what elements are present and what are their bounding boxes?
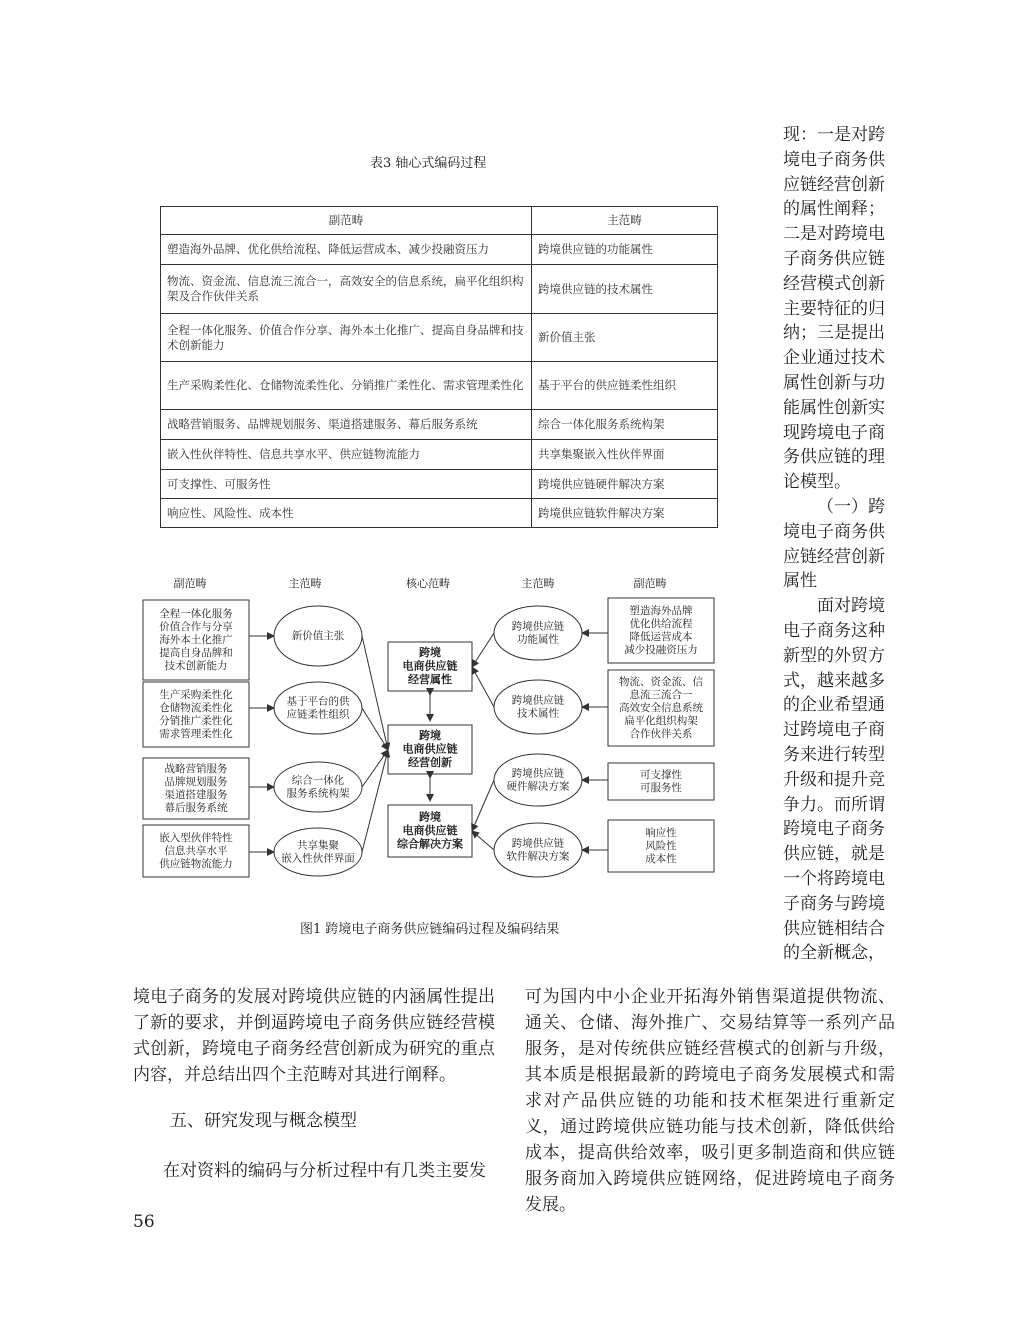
- subcategory-box-label: 渠道搭建服务: [164, 789, 228, 801]
- arrow: [472, 780, 494, 831]
- subcategory-box-label: 嵌入型伙伴特性: [159, 832, 233, 844]
- arrow: [362, 636, 388, 750]
- table-cell-sub: 全程一体化服务、价值合作分享、海外本土化推广、提高自身品牌和技术创新能力: [161, 314, 532, 362]
- coding-table: [160, 206, 718, 528]
- main-category-label: 硬件解决方案: [506, 780, 570, 793]
- subcategory-box-label: 减少投融资压力: [624, 644, 698, 656]
- figure-caption: 图1 跨境电子商务供应链编码过程及编码结果: [300, 922, 560, 937]
- table-cell-main: 基于平台的供应链柔性组织: [532, 362, 718, 410]
- subcategory-box-label: 幕后服务系统: [164, 802, 228, 814]
- table-row: [161, 265, 718, 314]
- table-cell-sub: 战略营销服务、品牌规划服务、渠道搭建服务、幕后服务系统: [161, 410, 532, 440]
- table-row: [161, 314, 718, 362]
- paragraph: 境电子商务的发展对跨境供应链的内涵属性提出了新的要求，并倒逼跨境电子商务供应链经营模式创新，跨境电子商务经营创新成为研究的重点内容，并总结出四个主范畴对其进行阐释。: [133, 987, 495, 1085]
- subcategory-box-label: 风险性: [645, 840, 677, 852]
- main-category-label: 跨境供应链: [511, 837, 565, 850]
- subcategory-box-label: 仓储物流柔性化: [159, 702, 233, 714]
- column-header: 核心范畴: [406, 577, 450, 590]
- core-category-label: 经营属性: [408, 673, 452, 686]
- body-right-paragraph: [525, 984, 895, 1218]
- core-category-label: 跨境: [419, 810, 441, 824]
- subcategory-box-label: 价值合作与分享: [159, 621, 233, 633]
- main-category-label: 新价值主张: [291, 630, 345, 642]
- subcategory-box-label: 塑造海外品牌: [629, 605, 693, 617]
- subcategory-box-label: 海外本土化推广: [159, 634, 233, 646]
- table-cell-main: 跨境供应链的功能属性: [532, 235, 718, 265]
- table-cell-sub: 生产采购柔性化、仓储物流柔性化、分销推广柔性化、需求管理柔性化: [161, 362, 532, 410]
- subcategory-box-label: 扁平化组织构架: [624, 715, 698, 727]
- main-category-label: 共享集聚: [297, 839, 339, 852]
- main-category-label: 综合一体化: [291, 774, 345, 787]
- main-category-label: 功能属性: [517, 633, 559, 646]
- subcategory-box-label: 信息共享水平: [164, 845, 228, 857]
- core-category-label: 电商供应链: [402, 824, 458, 837]
- table-header-main: 主范畴: [532, 207, 718, 235]
- subcategory-box-label: 降低运营成本: [629, 631, 693, 643]
- subcategory-box-label: 品牌规划服务: [164, 776, 228, 788]
- subcategory-box-label: 战略营销服务: [164, 763, 228, 775]
- table-cell-main: 跨境供应链硬件解决方案: [532, 470, 718, 499]
- column-header: 副范畴: [633, 577, 667, 590]
- main-category-label: 跨境供应链: [511, 767, 565, 780]
- body-left-paragraph: [133, 984, 495, 1088]
- table-header-row: [161, 207, 718, 235]
- coding-diagram: [140, 575, 720, 905]
- table-cell-sub: 响应性、风险性、成本性: [161, 499, 532, 528]
- subsection-heading: （一）跨境电子商务供应链经营创新属性: [783, 496, 885, 592]
- paragraph: 现：一是对跨境电子商务供应链经营创新的属性阐释；二是对跨境电子商务供应链经营模式创新主要特征的归纳；三是提出企业通过技术属性创新与功能属性创新实现跨境电子商务供应链的理论模型。: [783, 125, 885, 493]
- column-header: 副范畴: [173, 577, 207, 590]
- table-cell-sub: 物流、资金流、信息流三流合一，高效安全的信息系统，扁平化组织构架及合作伙伴关系: [161, 265, 532, 314]
- page-number: 56: [133, 1212, 155, 1232]
- main-category-label: 嵌入性伙伴界面: [281, 852, 355, 865]
- subcategory-box-label: 合作伙伴关系: [629, 728, 693, 740]
- column-header: 主范畴: [521, 577, 555, 590]
- main-category-label: 软件解决方案: [506, 850, 570, 863]
- arrow: [362, 750, 388, 852]
- table-cell-main: 跨境供应链软件解决方案: [532, 499, 718, 528]
- main-category-label: 跨境供应链: [511, 694, 565, 707]
- table-cell-main: 跨境供应链的技术属性: [532, 265, 718, 314]
- main-category-label: 跨境供应链: [511, 620, 565, 633]
- core-category-label: 电商供应链: [402, 659, 458, 673]
- subcategory-box-label: 优化供给流程: [629, 618, 693, 630]
- table-cell-sub: 可支撑性、可服务性: [161, 470, 532, 499]
- table-row: [161, 440, 718, 470]
- main-category-label: 服务系统构架: [286, 787, 350, 800]
- main-category-label: 技术属性: [517, 707, 559, 720]
- table-header-sub: 副范畴: [161, 207, 532, 235]
- subcategory-box-label: 分销推广柔性化: [159, 715, 233, 727]
- right-column-text: [783, 123, 893, 966]
- table-caption: 表3 轴心式编码过程: [370, 156, 487, 171]
- subcategory-box-label: 息流三流合一: [629, 689, 693, 701]
- arrow: [472, 831, 494, 850]
- table-row: [161, 470, 718, 499]
- main-category-label: 应链柔性组织: [286, 708, 350, 721]
- body-last-paragraph: 在对资料的编码与分析过程中有几类主要发: [163, 1161, 486, 1181]
- subcategory-box-label: 全程一体化服务: [159, 608, 233, 620]
- arrow: [362, 750, 388, 787]
- main-category-label: 基于平台的供: [286, 695, 350, 708]
- table-cell-main: 新价值主张: [532, 314, 718, 362]
- arrow: [472, 667, 494, 707]
- paragraph: 可为国内中小企业开拓海外销售渠道提供物流、通关、仓储、海外推广、交易结算等一系列产品服务，是对传统供应链经营模式的创新与升级，其本质是根据最新的跨境电子商务发展模式和需求对产品供应链的功能和技术框架进行重新定义，通过跨境供应链功能与技术创新，降低供给成本，提高供给效率，吸引更多制造商和供应链服务商加入跨境供应链网络，促进跨境电子商务发展。: [525, 987, 895, 1215]
- core-category-label: 综合解决方案: [397, 837, 463, 851]
- table-cell-main: 综合一体化服务系统构架: [532, 410, 718, 440]
- table-row: [161, 235, 718, 265]
- arrow: [362, 708, 388, 750]
- subcategory-box-label: 高效安全信息系统: [619, 702, 703, 714]
- subcategory-box-label: 物流、资金流、信: [619, 676, 703, 688]
- table-cell-main: 共享集聚嵌入性伙伴界面: [532, 440, 718, 470]
- subcategory-box-label: 供应链物流能力: [159, 858, 233, 870]
- subcategory-box-label: 响应性: [645, 827, 677, 839]
- table-cell-sub: 塑造海外品牌、优化供给流程、降低运营成本、减少投融资压力: [161, 235, 532, 265]
- table-row: [161, 499, 718, 528]
- arrow: [472, 633, 494, 667]
- core-category-label: 电商供应链: [402, 742, 458, 756]
- core-category-label: 经营创新: [408, 756, 452, 769]
- table-cell-sub: 嵌入性伙伴特性、信息共享水平、供应链物流能力: [161, 440, 532, 470]
- core-category-label: 跨境: [419, 646, 441, 659]
- subcategory-box-label: 提高自身品牌和: [159, 647, 233, 659]
- table-row: [161, 362, 718, 410]
- table-row: [161, 410, 718, 440]
- subcategory-box-label: 生产采购柔性化: [159, 689, 233, 701]
- column-header: 主范畴: [288, 577, 322, 590]
- section-heading: 五、研究发现与概念模型: [170, 1111, 357, 1131]
- paragraph: 面对跨境电子商务这种新型的外贸方式，越来越多的企业希望通过跨境电子商务来进行转型升级和提升竞争力。而所谓跨境电子商务供应链，就是一个将跨境电子商务与跨境供应链相结合的全新概念，: [783, 596, 885, 964]
- subcategory-box-label: 需求管理柔性化: [159, 728, 233, 740]
- subcategory-box-label: 可支撑性: [640, 769, 682, 781]
- subcategory-box-label: 成本性: [645, 853, 677, 865]
- subcategory-box-label: 可服务性: [640, 782, 682, 794]
- core-category-label: 跨境: [419, 729, 441, 742]
- subcategory-box-label: 技术创新能力: [164, 660, 228, 672]
